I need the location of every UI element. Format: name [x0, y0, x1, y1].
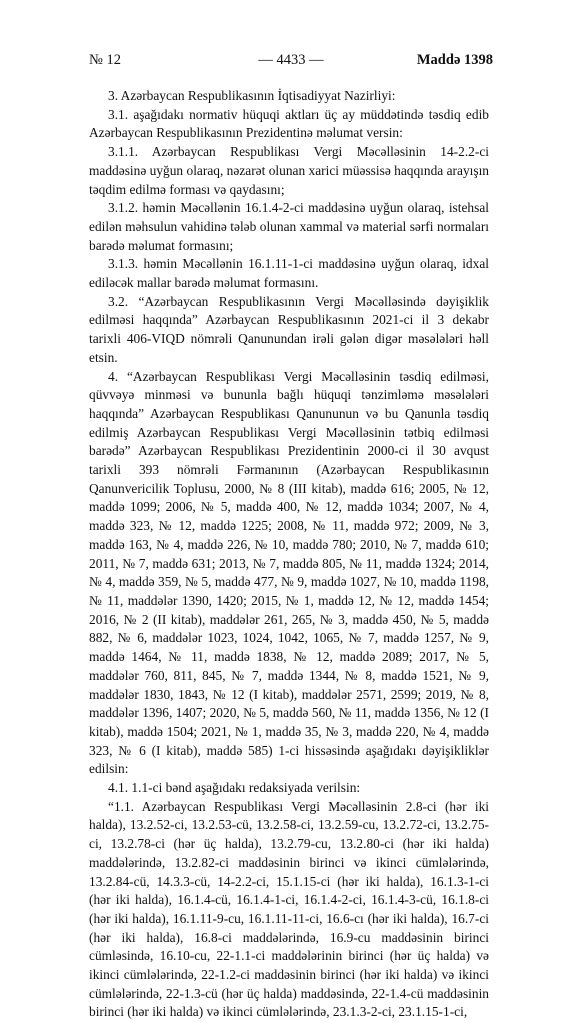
document-body — [89, 87, 489, 1022]
paragraph: 3.1. aşağıdakı normativ hüquqi aktları üç ay müddətində təsdiq edib Azərbaycan Respublikasının Prezidentinə məlumat versin: — [89, 106, 489, 141]
paragraph: 4.1. 1.1-ci bənd aşağıdakı redaksiyada verilsin: — [108, 780, 361, 796]
paragraph: 3.2. “Azərbaycan Respublikasının Vergi Məcəlləsində dəyişiklik edilməsi haqqında” Azərbaycan Respublikasının 2021-ci il 3 dekabr tarixli 406-VIQD nömrəli Qanunundan irəli gələn digər məsələləri həll etsin. — [89, 293, 489, 365]
paragraph: 4. “Azərbaycan Respublikası Vergi Məcəlləsinin təsdiq edilməsi, qüvvəyə minməsi və bununla bağlı hüquqi tənzimləmə məsələləri haqqında” Azərbaycan Respublikası Qanununun və bu Qanunla təsdiq edilmiş Azərbaycan Respublikası Vergi Məcəlləsinin tətbiq edilməsi barədə” Azərbaycan Respublikası Prezidentinin 2000-ci il 30 avqust tarixli 393 nömrəli Fərmanının (Azərbaycan Respublikasının Qanunvericilik Toplusu, 2000, № 8 (III kitab), maddə 616; 2005, № 12, maddə 1099; 2006, № 5, maddə 400, № 12, maddə 1034; 2007, № 4, maddə 323, № 12, maddə 1225; 2008, № 11, maddə 972; 2009, № 3, maddə 163, № 4, maddə 226, № 10, maddə 780; 2010, № 7, maddə 610; 2011, № 7, maddə 631; 2013, № 7, maddə 805, № 11, maddə 1324; 2014, № 4, maddə 359, № 5, maddə 477, № 9, maddə 1027, № 10, maddə 1198, № 11, maddələr 1390, 1420; 2015, № 1, maddə 12, № 12, maddə 1454; 2016, № 2 (II kitab), maddələr 261, 265, № 3, maddə 450, № 5, maddə 882, № 6, maddələr 1023, 1024, 1042, 1065, № 7, maddə 1257, № 9, maddə 1464, № 11, maddə 1838, № 12, maddə 2089; 2017, № 5, maddələr 760, 811, 845, № 7, maddə 1344, № 8, maddə 1521, № 9, maddələr 1830, 1843, № 12 (I kitab), maddələr 2571, 2599; 2019, № 8, maddələr 1396, 1407; 2020, № 5, maddə 560, № 11, maddə 1356, № 12 (I kitab), maddə 1504; 2021, № 1, maddə 35, № 3, maddə 220, № 4, maddə 323, № 6 (I kitab), maddə 585) 1-ci hissəsində aşağıdakı dəyişikliklər edilsin: — [89, 368, 489, 777]
issue-number: № 12 — [89, 52, 121, 68]
paragraph: “1.1. Azərbaycan Respublikası Vergi Məcəlləsinin 2.8-ci (hər iki halda), 13.2.52-ci, 13.2.53-cü, 13.2.58-ci, 13.2.59-cu, 13.2.72-ci, 13.2.75-ci, 13.2.78-ci (hər üç halda), 13.2.79-cu, 13.2.80-ci (hər iki halda) maddələrində, 13.2.82-ci maddəsinin birinci və ikinci cümlələrində, 13.2.84-cü, 14.3.3-cü, 14-2.2-ci, 15.1.15-ci (hər iki halda), 16.1.3-1-ci (hər iki halda), 16.1.4-cü, 16.1.4-1-ci, 16.1.4-2-ci, 16.1.4-3-cü, 16.1.8-ci (hər iki halda), 16.1.11-9-cu, 16.1.11-11-ci, 16.6-cı (hər iki halda), 16.7-ci (hər iki halda), 16.8-ci maddələrində, 16.9-cu maddəsinin birinci cümləsində, 16.10-cu, 22-1.1-ci maddələrinin birinci (hər üç halda) və ikinci cümlələrində, 22-1.2-ci maddəsinin birinci (hər iki halda) və ikinci cümlələrində, 22-1.3-cü (hər üç halda) maddəsində, 22-1.4-cü maddəsinin birinci (hər iki halda) və ikinci cümlələrində, 23.1.3-2-ci, 23.1.15-1-ci, — [89, 798, 489, 1020]
page-header — [89, 50, 493, 70]
paragraph: 3.1.3. həmin Məcəllənin 16.1.11-1-ci maddəsinə uyğun olaraq, idxal ediləcək mallar barədə məlumat formasını. — [89, 256, 489, 291]
page-number: — 4433 — — [258, 52, 324, 68]
paragraph: 3. Azərbaycan Respublikasının İqtisadiyyat Nazirliyi: — [108, 88, 396, 103]
article-number: Maddə 1398 — [416, 52, 493, 68]
paragraph: 3.1.2. həmin Məcəllənin 16.1.4-2-ci maddəsinə uyğun olaraq, istehsal edilən məhsulun vahidinə tələb olunan xammal və material sərfi normaları barədə məlumat formasını; — [89, 200, 489, 253]
paragraph: 3.1.1. Azərbaycan Respublikası Vergi Məcəlləsinin 14-2.2-ci maddəsinə uyğun olaraq, nəzarət olunan xarici müəssisə haqqında arayışın təqdim edilmə forması və qaydasını; — [89, 144, 489, 197]
